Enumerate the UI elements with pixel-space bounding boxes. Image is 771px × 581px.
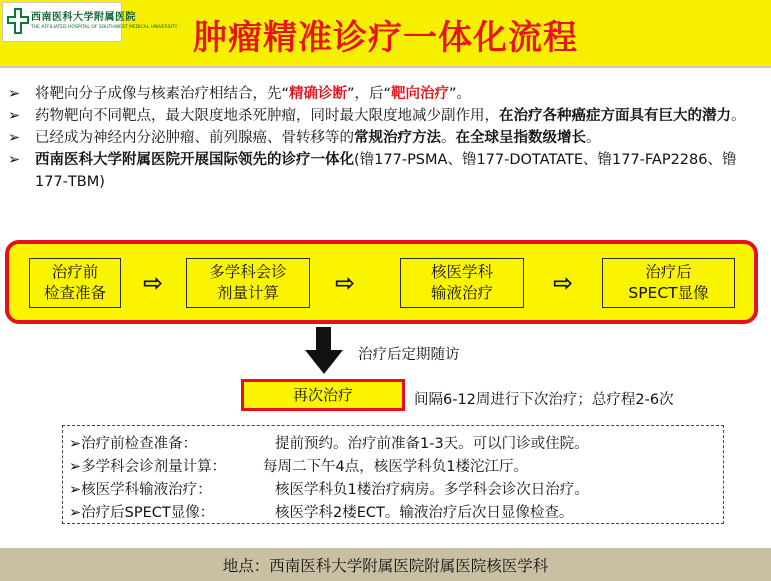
treatment-flow [5,240,758,324]
right-arrow-icon: ⇨ [553,269,574,297]
page-title: 肿瘤精准诊疗一体化流程 [193,18,578,58]
bullet-item: ➢ 将靶向分子成像与核素治疗相结合，先“精确诊断”，后“靶向治疗”。 [8,83,763,105]
emphasis-precise-diagnosis: 精确诊断 [289,86,348,102]
bullet-arrow-icon: ➢ [8,130,21,146]
retreatment-interval: 间隔6-12周进行下次治疗；总疗程2-6次 [414,392,674,408]
flow-step-spect: 治疗后 SPECT显像 [602,258,735,308]
note-label: ➢多学科会诊剂量计算： [69,459,227,475]
logo-name: 西南医科大学附属医院 [31,12,136,23]
bullet-arrow-icon: ➢ [8,108,21,124]
followup-text: 治疗后定期随访 [358,347,460,363]
flow-step-pretreatment: 治疗前 检查准备 [29,258,121,308]
note-label: ➢核医学科输液治疗： [69,482,212,498]
note-value: 核医学科2楼ECT。输液治疗后次日显像检查。 [275,505,574,521]
note-value: 每周二下午4点，核医学科负1楼沱江厅。 [263,459,528,475]
bullet-item: ➢ 已经成为神经内分泌肿瘤、前列腺癌、骨转移等的常规治疗方法。在全球呈指数级增长。 [8,127,763,149]
bullet-arrow-icon: ➢ [8,86,21,102]
bullet-item: ➢ 药物靶向不同靶点，最大限度地杀死肿瘤，同时最大限度地减少副作用，在治疗各种癌症方面具有巨大的潜力。 [8,105,763,127]
footer-location: 地点：西南医科大学附属医院附属医院核医学科 [222,557,549,575]
logo-subtitle: THE AFFILIATED HOSPITAL OF SOUTHWEST MEDICAL UNIVERSITY [31,25,178,30]
down-arrow-head [305,350,343,374]
retreatment-box: 再次治疗 [241,379,405,411]
bullet-arrow-icon: ➢ [8,152,21,168]
footer-bar [0,548,771,581]
flow-step-mdt-dosimetry: 多学科会诊 剂量计算 [186,258,310,308]
right-arrow-icon: ⇨ [335,269,356,297]
flow-step-infusion: 核医学科 输液治疗 [400,258,524,308]
right-arrow-icon: ⇨ [143,269,164,297]
note-label: ➢治疗后SPECT显像： [69,505,215,521]
bullet-item: ➢ 西南医科大学附属医院开展国际领先的诊疗一体化(镥177-PSMA、镥177-DOTATATE、镥177-FAP2286、镥177-TBM) [8,149,763,193]
header-bar [0,0,771,66]
header-divider [0,66,771,68]
note-label: ➢治疗前检查准备： [69,436,198,452]
note-value: 核医学科负1楼治疗病房。多学科会诊次日治疗。 [275,482,589,498]
note-value: 提前预约。治疗前准备1-3天。可以门诊或住院。 [275,436,589,452]
emphasis-targeted-therapy: 靶向治疗 [391,86,450,102]
bullet-list [8,83,763,193]
schedule-notes [62,425,724,524]
down-arrow-icon [316,327,331,352]
